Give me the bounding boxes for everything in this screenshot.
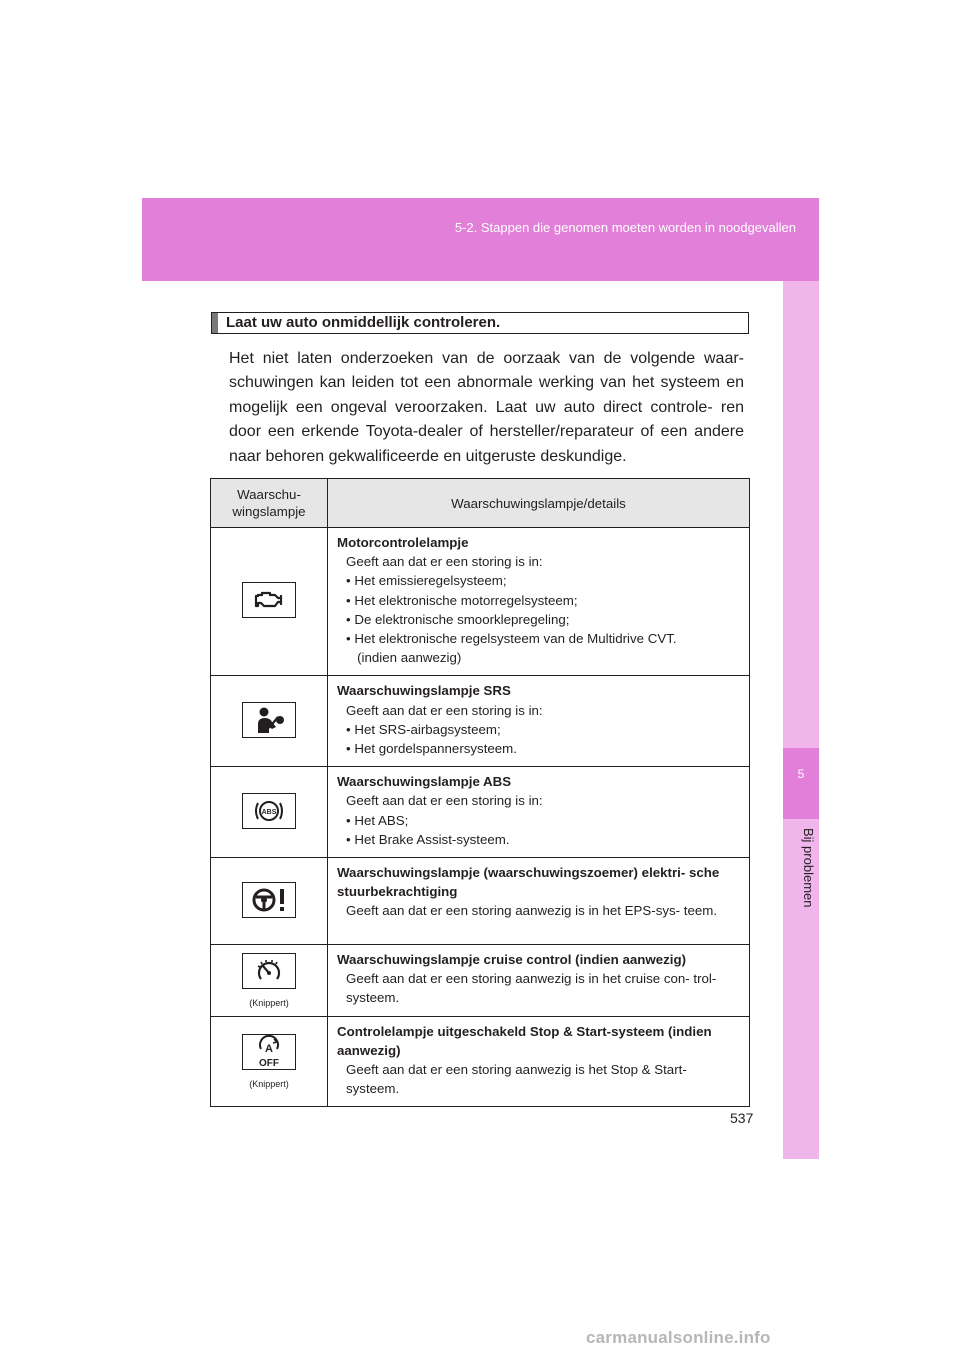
details-cell (328, 1016, 750, 1107)
watermark: carmanualsonline.info (586, 1328, 771, 1347)
heading-text: Laat uw auto onmiddellijk controleren. (226, 314, 501, 331)
steering-warning-icon (242, 882, 296, 918)
table-row (211, 858, 750, 945)
icon-cell (211, 676, 328, 767)
row-title: Motorcontrolelampje (337, 535, 469, 550)
header-band (142, 198, 819, 281)
abs-icon-text: ABS (261, 808, 277, 816)
chapter-number: 5 (797, 767, 805, 781)
cruise-control-icon (242, 953, 296, 989)
row-line: • De elektronische smoorklepregeling; (346, 611, 570, 627)
stop-start-off-icon (242, 1034, 296, 1070)
icon-cell (211, 767, 328, 858)
row-title: Waarschuwingslampje cruise control (indien aanwezig) (337, 952, 686, 968)
row-line: Geeft aan dat er een storing aanwezig is het Stop & Start- systeem. (346, 1062, 687, 1097)
icon-cell (211, 528, 328, 676)
row-line: • Het emissieregelsysteem; (346, 573, 507, 589)
table-row (211, 676, 750, 767)
row-line: Geeft aan dat er een storing is in: (346, 554, 543, 570)
chapter-title: Bij problemen (801, 828, 816, 908)
details-cell (328, 528, 750, 676)
row-title: Controlelampje uitgeschakeld Stop & Start-systeem (indien aanwezig) (337, 1023, 712, 1058)
svg-text:A: A (265, 1043, 273, 1056)
details-cell (328, 767, 750, 858)
airbag-icon (242, 702, 296, 738)
row-line: • Het ABS; (346, 812, 409, 828)
row-line: • Het elektronische regelsysteem van de Multidrive CVT. (346, 631, 677, 647)
icon-cell (211, 945, 328, 1017)
details-cell (328, 858, 750, 945)
details-cell (328, 676, 750, 767)
details-cell (328, 945, 750, 1017)
col1-header: Waarschu- wingslampje (211, 479, 328, 528)
table-row (211, 528, 750, 676)
icon-cell (211, 1016, 328, 1107)
row-line: Geeft aan dat er een storing is in: (346, 702, 543, 718)
table-header-row (211, 479, 750, 528)
intro-paragraph: Het niet laten onderzoeken van de oorzaak van de volgende waar- schuwingen kan leiden tot een abnormale werking van het systeem en mogelijk een ongeval veroorzaken. Laat uw auto direct controle- ren door een erkende Toyota-dealer of hersteller/reparateur of een andere naar behoren gekwalificeerde en uitgeruste deskundige. (229, 350, 744, 465)
side-tab (783, 281, 819, 1159)
abs-icon (242, 793, 296, 829)
table-row (211, 767, 750, 858)
row-line: Geeft aan dat er een storing is in: (346, 793, 543, 809)
row-title: Waarschuwingslampje ABS (337, 774, 512, 790)
icon-cell (211, 858, 328, 945)
row-line: • Het elektronische motorregelsysteem; (346, 592, 578, 608)
side-tab-chapter-marker (783, 748, 819, 819)
blink-note: (Knippert) (249, 997, 289, 1008)
section-heading (211, 312, 749, 334)
warning-table (210, 478, 750, 1107)
row-line: Geeft aan dat er een storing aanwezig is in het EPS-sys- teem. (346, 903, 718, 919)
row-line: (indien aanwezig) (346, 650, 462, 666)
table-row (211, 945, 750, 1017)
row-line: • Het SRS-airbagsysteem; (346, 721, 501, 737)
row-title: Waarschuwingslampje (waarschuwingszoemer) elektri- sche stuurbekrachtiging (337, 865, 720, 900)
row-line: • Het Brake Assist-systeem. (346, 831, 510, 847)
heading-bar (212, 313, 218, 333)
off-icon-text: OFF (259, 1058, 279, 1070)
row-line: • Het gordelspannersysteem. (346, 741, 517, 757)
row-title: Waarschuwingslampje SRS (337, 683, 511, 699)
page-number: 537 (730, 1110, 754, 1126)
row-line: Geeft aan dat er een storing aanwezig is in het cruise con- trol-systeem. (346, 971, 717, 1006)
table-row (211, 1016, 750, 1107)
section-title: 5-2. Stappen die genomen moeten worden in noodgevallen (454, 220, 796, 235)
col2-header: Waarschuwingslampje/details (328, 479, 750, 528)
blink-note: (Knippert) (249, 1079, 289, 1090)
engine-icon (242, 582, 296, 618)
